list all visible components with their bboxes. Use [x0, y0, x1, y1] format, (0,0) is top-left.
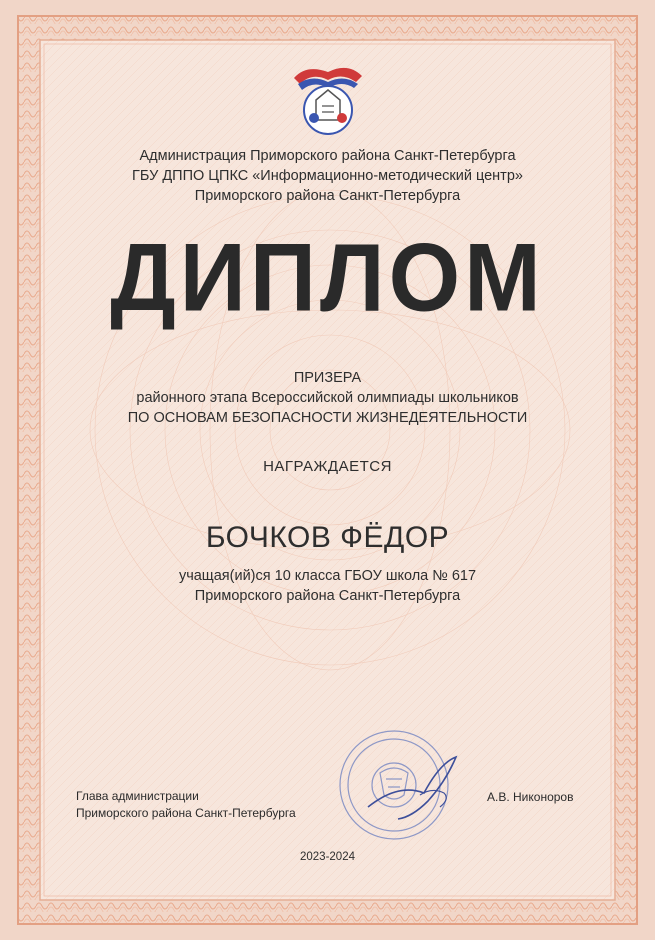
award-description: [0, 368, 655, 428]
award-level: ПРИЗЕРА: [293, 370, 362, 386]
issuer-header: [0, 146, 655, 206]
school-line-2: Приморского района Санкт-Петербурга: [194, 588, 461, 604]
signatory-position-line-2: Приморского района Санкт-Петербурга: [76, 806, 296, 820]
recipient-name: БОЧКОВ ФЁДОР: [205, 521, 450, 554]
diploma-title: ДИПЛОМ: [110, 224, 545, 332]
olympiad-subject: ПО ОСНОВАМ БЕЗОПАСНОСТИ ЖИЗНЕДЕЯТЕЛЬНОСТИ: [127, 410, 528, 426]
signatory-position-line-1: Глава администрации: [76, 789, 199, 803]
signatory-position: [76, 788, 296, 822]
official-seal: [328, 723, 478, 843]
issuer-line-3: Приморского района Санкт-Петербурга: [194, 188, 461, 204]
signature-stroke: [368, 757, 456, 819]
signatory-name: А.В. Никоноров: [487, 790, 574, 804]
awarded-label: НАГРАЖДАЕТСЯ: [263, 458, 392, 475]
academic-year: 2023-2024: [300, 851, 355, 863]
issuer-line-2: ГБУ ДППО ЦПКС «Информационно-методический центр»: [132, 168, 523, 184]
recipient-school: [0, 566, 655, 606]
olympiad-emblem: [286, 60, 370, 140]
school-line-1: учащая(ий)ся 10 класса ГБОУ школа № 617: [178, 568, 477, 584]
issuer-line-1: Администрация Приморского района Санкт-Петербурга: [139, 148, 516, 164]
olympiad-stage: районного этапа Всероссийской олимпиады школьников: [136, 390, 519, 406]
